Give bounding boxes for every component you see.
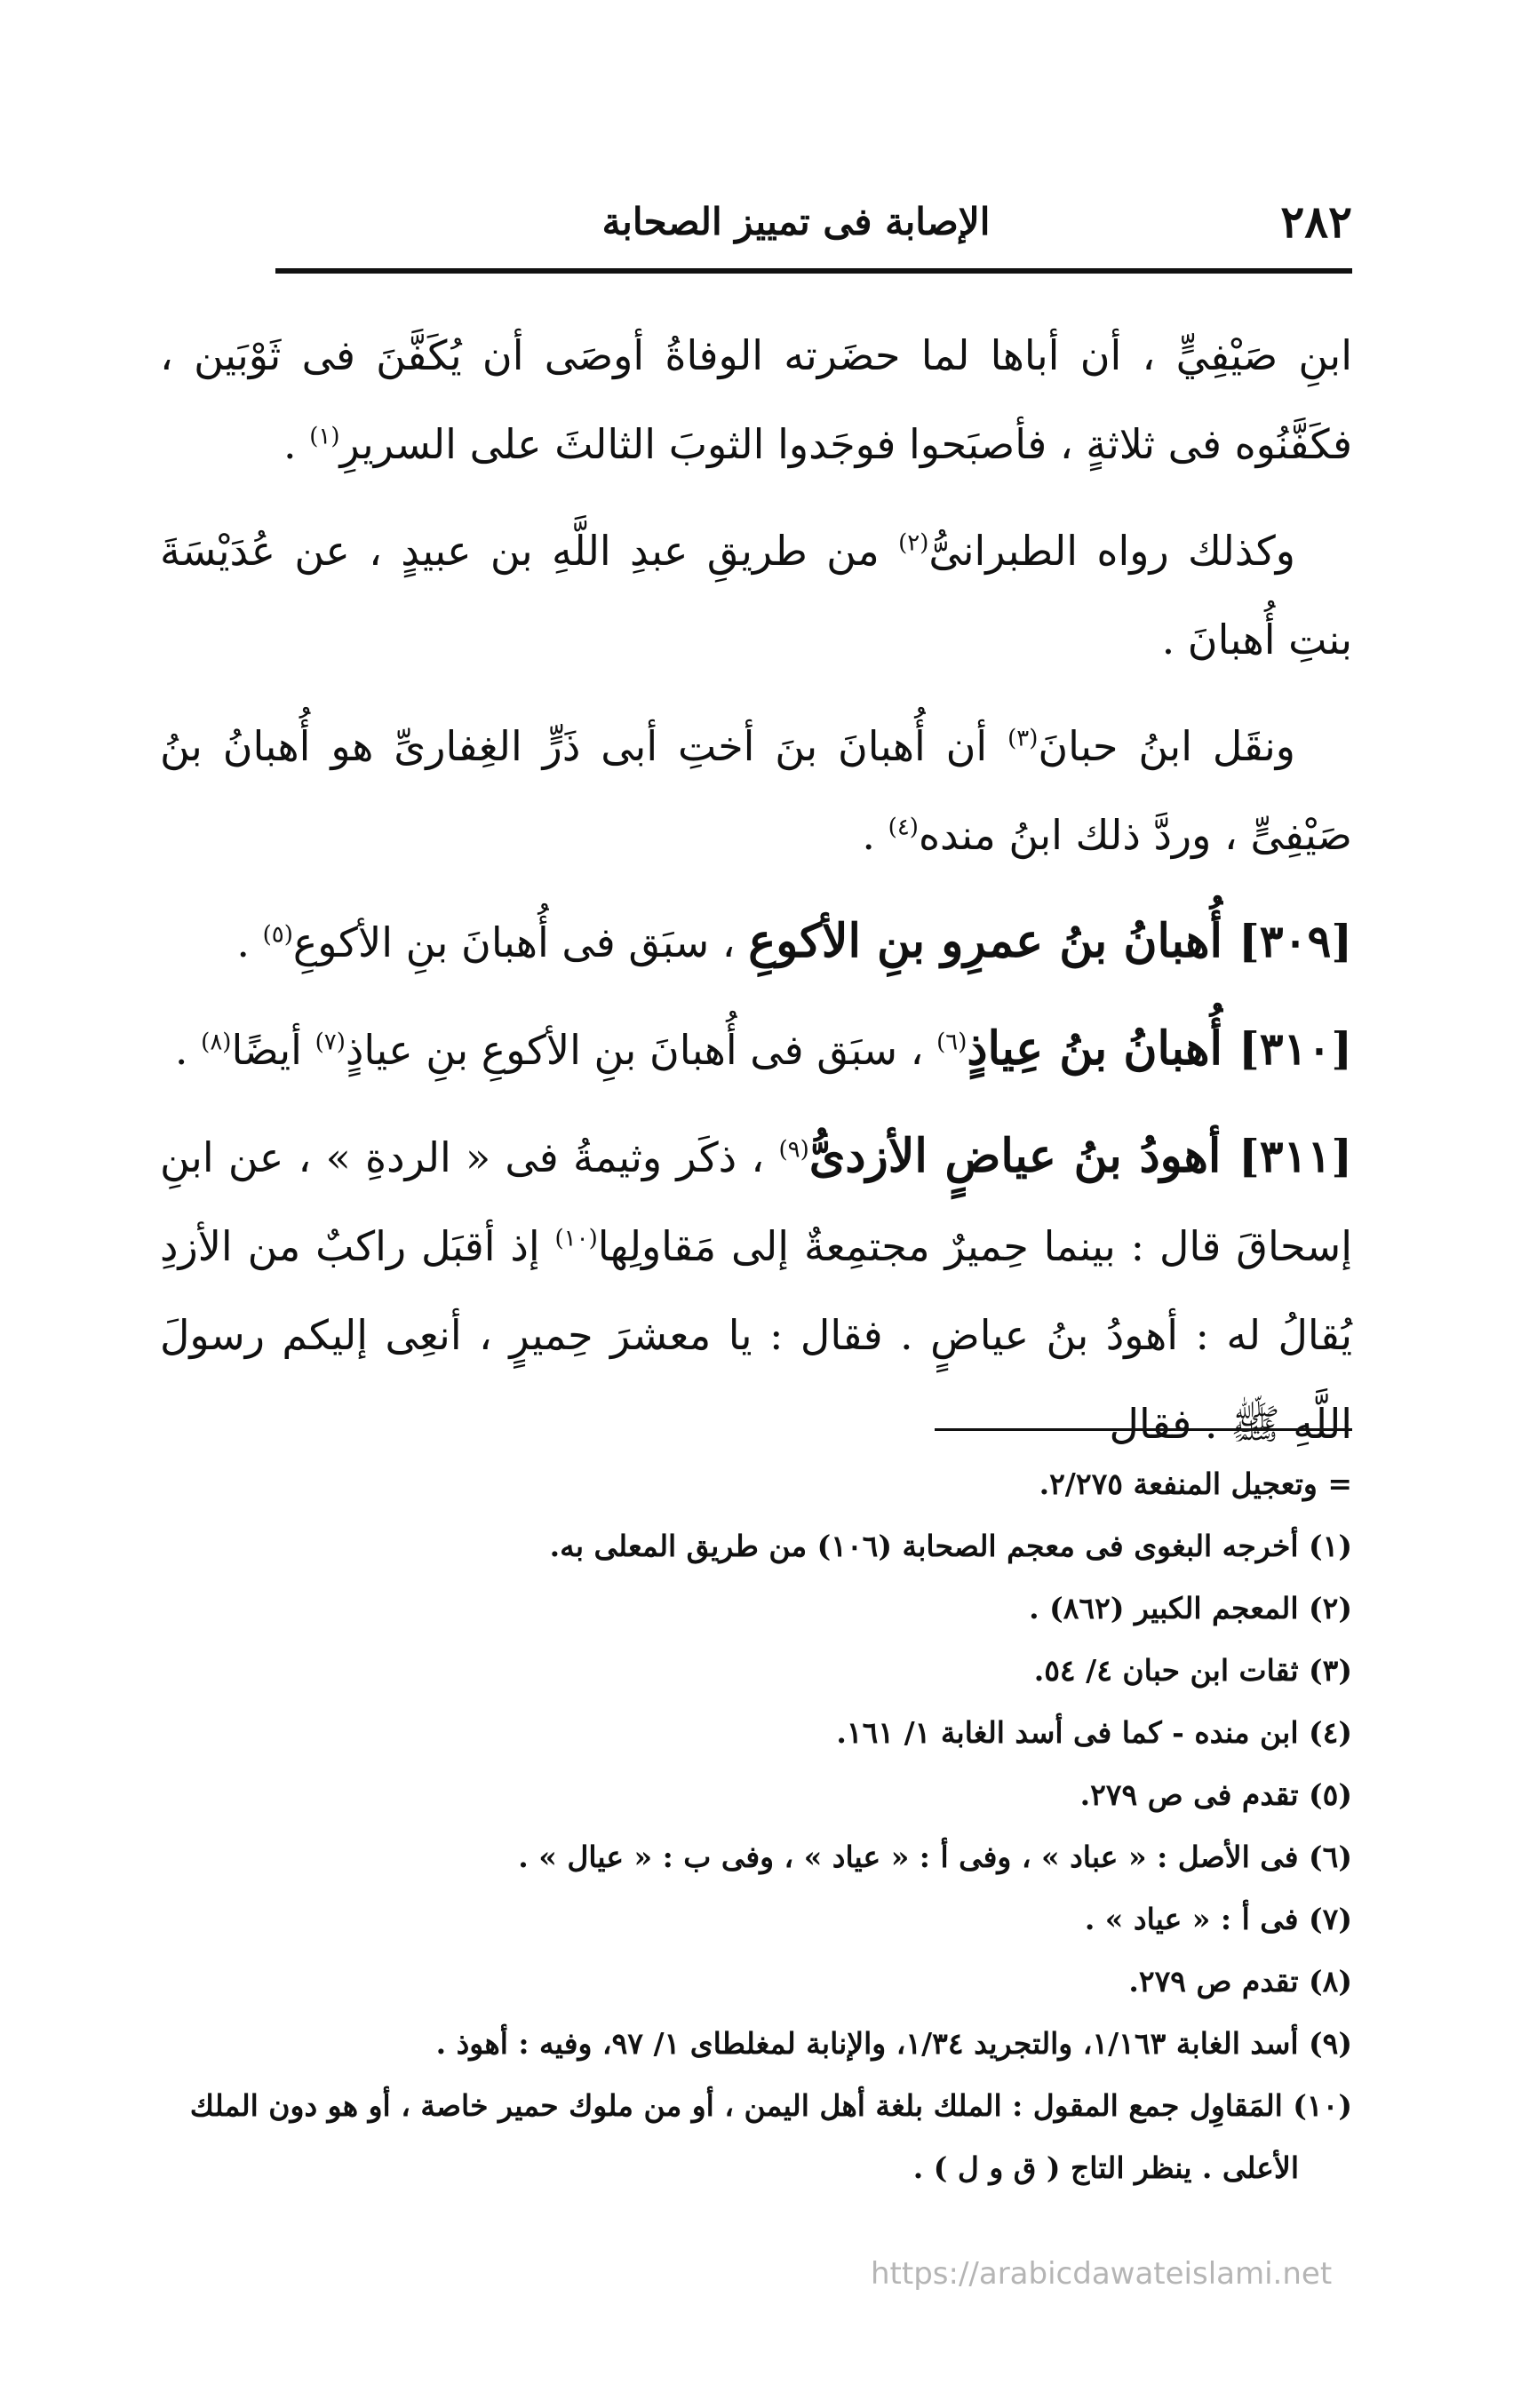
footnote-4: (٤) ابن منده - كما فى أسد الغابة ١/ ١٦١.	[836, 1715, 1352, 1750]
running-title: الإصابة فى تمييز الصحابة	[601, 200, 991, 243]
footnote-1: (١) أخرجه البغوى فى معجم الصحابة (١٠٦) من طريق المعلى به.	[549, 1529, 1352, 1563]
entry-309-name: أُهبانُ بنُ عمرِو بنِ الأكوعِ	[748, 914, 1239, 968]
entry-310-text: ، سبَق فى أُهبانَ بنِ الأكوعِ بنِ عياذٍ	[345, 1026, 937, 1074]
entry-310-number: [٣١٠]	[1238, 1022, 1352, 1075]
entry-310-end: .	[174, 1026, 202, 1074]
main-text	[160, 311, 1352, 1486]
footnote-ref-5: (٥)	[262, 921, 293, 949]
footnote-ref-8: (٨)	[201, 1029, 232, 1056]
paragraph-2-text-b: من طريقِ عبدِ اللَّهِ بن عبيدٍ ، عن عُدَيْسَةَ بنتِ أُهبانَ .	[160, 527, 1352, 664]
paragraph-3-end: .	[862, 811, 888, 859]
entry-309-number: [٣٠٩]	[1238, 915, 1352, 967]
footnote-ref-3: (٣)	[1007, 725, 1039, 752]
entry-310-name: أُهبانُ بنُ عِياذٍ	[967, 1021, 1239, 1076]
footnote-ref-7: (٧)	[315, 1029, 346, 1056]
entry-311-text-2: إذ أقبَل راكبٌ من الأزدِ يُقالُ له : أهودُ بنُ عياضٍ . فقال : يا معشرَ حِميرٍ ، أنعِى إليكم رسولَ اللَّهِ ﷺ . فقال	[160, 1222, 1352, 1448]
footnote-ref-6: (٦)	[936, 1029, 968, 1056]
footnote-carryover: = وتعجيل المنفعة ٢/٢٧٥.	[1039, 1466, 1352, 1501]
footnote-ref-9: (٩)	[778, 1136, 809, 1164]
paragraph-1-end: .	[283, 420, 310, 468]
paragraph-2-text-a: وكذلك رواه الطبرانىُّ	[928, 527, 1296, 575]
entry-311	[160, 1112, 1352, 1468]
entry-311-text: ، ذكَر وثيمةُ فى « الردةِ » ، عن ابنِ إسحاقَ قال : بينما حِميرٌ مجتمِعةٌ إلى مَقاولِها	[160, 1133, 1352, 1270]
entry-310	[160, 1005, 1352, 1094]
entry-310-text-2: أيضًا	[231, 1026, 315, 1074]
page-number: ٢٨٢	[1280, 195, 1352, 248]
header-divider	[275, 268, 1352, 274]
footnote-7: (٧) فى أ : « عياد » .	[1084, 1902, 1352, 1936]
footnote-3: (٣) ثقات ابن حبان ٤/ ٥٤.	[1033, 1653, 1352, 1688]
entry-309-text: ، سبَق فى أُهبانَ بنِ الأكوعِ	[292, 918, 749, 966]
footnote-6: (٦) فى الأصل : « عباد » ، وفى أ : « عياد » ، وفى ب : « عيال » .	[518, 1840, 1352, 1874]
footnotes	[160, 1453, 1352, 2199]
watermark-url: https://arabicdawateislami.net	[871, 2256, 1333, 2292]
entry-309-end: .	[236, 918, 263, 966]
paragraph-1	[160, 311, 1352, 489]
paragraph-2	[160, 506, 1352, 684]
footnote-10-continuation: الأعلى . ينظر التاج ( ق و ل ) .	[912, 2150, 1299, 2185]
footnote-ref-4: (٤)	[888, 814, 919, 841]
footnote-2: (٢) المعجم الكبير (٨٦٢) .	[1029, 1591, 1352, 1625]
footnote-8: (٨) تقدم ص ٢٧٩.	[1128, 1964, 1352, 1999]
footnote-ref-10: (١٠)	[554, 1225, 598, 1252]
footnote-9: (٩) أسد الغابة ١/١٦٣، والتجريد ١/٣٤، والإنابة لمغلطاى ١/ ٩٧، وفيه : أهوذ .	[435, 2026, 1352, 2061]
paragraph-3	[160, 702, 1352, 879]
footnote-ref-1: (١)	[309, 423, 340, 450]
paragraph-3-text-a: ونقَل ابنُ حبانَ	[1038, 722, 1295, 770]
footnote-ref-2: (٢)	[898, 529, 929, 557]
entry-309	[160, 897, 1352, 987]
page-header	[275, 182, 1352, 262]
entry-311-number: [٣١١]	[1238, 1130, 1352, 1182]
footnote-10: (١٠) المَقاوِل جمع المقول : الملك بلغة أهل اليمن ، أو من ملوك حمير خاصة ، أو هو دون الملك	[189, 2088, 1352, 2123]
paragraph-3-text-b: أن أُهبانَ بنَ أختِ أبى ذَرٍّ الغِفارىِّ هو أُهبانُ بنُ صَيْفِىٍّ ، وردَّ ذلك ابنُ منده	[160, 722, 1352, 859]
entry-311-name: أهودُ بنُ عياضٍ الأزدىُّ	[808, 1129, 1239, 1183]
footnote-divider	[935, 1428, 1352, 1431]
paragraph-1-text: ابنِ صَيْفِيٍّ ، أن أباها لما حضَرته الوفاةُ أوصَى أن يُكَفَّنَ فى ثَوْبَين ، فكَفَّنُوه فى ثلاثةٍ ، فأصبَحوا فوجَدوا الثوبَ الثالثَ على السريرِ	[160, 331, 1352, 468]
footnote-5: (٥) تقدم فى ص ٢٧٩.	[1079, 1777, 1352, 1812]
